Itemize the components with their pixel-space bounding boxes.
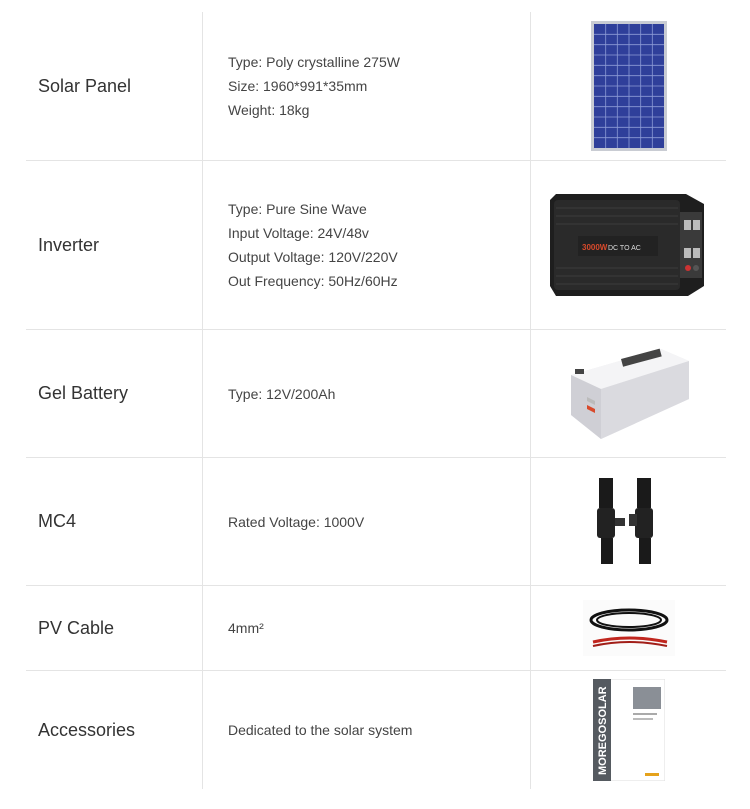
component-name: Accessories xyxy=(38,719,136,740)
component-specs xyxy=(202,12,531,160)
component-specs xyxy=(202,330,531,457)
component-specs xyxy=(202,458,531,585)
pv-cable-image xyxy=(531,586,726,670)
manual-brand-label: MOREGOSOLAR xyxy=(596,686,609,775)
component-specs xyxy=(202,161,531,329)
inverter-power-label: 3000W xyxy=(581,243,607,252)
mc4-connector-image xyxy=(531,458,726,585)
table-row xyxy=(26,161,726,330)
spec-line: Type: Pure Sine Wave xyxy=(228,201,367,217)
spec-line: Input Voltage: 24V/48v xyxy=(228,225,369,241)
cable-icon xyxy=(583,600,675,656)
table-row xyxy=(26,12,726,161)
battery-icon xyxy=(565,345,693,443)
manual-booklet-image xyxy=(531,671,726,789)
spec-line: Out Frequency: 50Hz/60Hz xyxy=(228,273,398,289)
spec-line: Weight: 18kg xyxy=(228,102,310,118)
component-name: Gel Battery xyxy=(38,383,129,403)
gel-battery-image xyxy=(531,330,726,457)
spec-line: Size: 1960*991*35mm xyxy=(228,78,368,94)
solar-panel-image xyxy=(531,12,726,160)
inverter-mode-label: DC TO AC xyxy=(607,245,641,252)
spec-line: Type: 12V/200Ah xyxy=(228,385,336,402)
spec-line: Output Voltage: 120V/220V xyxy=(228,249,398,265)
spec-line: Type: Poly crystalline 275W xyxy=(228,54,400,70)
product-spec-table xyxy=(26,12,726,789)
component-specs xyxy=(202,671,531,789)
spec-line: Rated Voltage: 1000V xyxy=(228,513,365,530)
component-specs xyxy=(202,586,531,670)
component-name: Inverter xyxy=(38,234,100,255)
spec-line: 4mm² xyxy=(228,620,264,636)
table-row xyxy=(26,671,726,789)
table-row xyxy=(26,458,726,586)
mc4-connector-icon xyxy=(591,478,667,566)
inverter-image xyxy=(531,161,726,329)
table-row xyxy=(26,330,726,458)
manual-icon xyxy=(593,679,665,781)
inverter-icon xyxy=(548,186,710,304)
component-name: Solar Panel xyxy=(38,75,132,96)
component-name: MC4 xyxy=(38,511,77,531)
component-name: PV Cable xyxy=(38,617,115,638)
table-row xyxy=(26,586,726,671)
spec-line: Dedicated to the solar system xyxy=(228,722,413,738)
solar-panel-icon xyxy=(591,21,667,151)
